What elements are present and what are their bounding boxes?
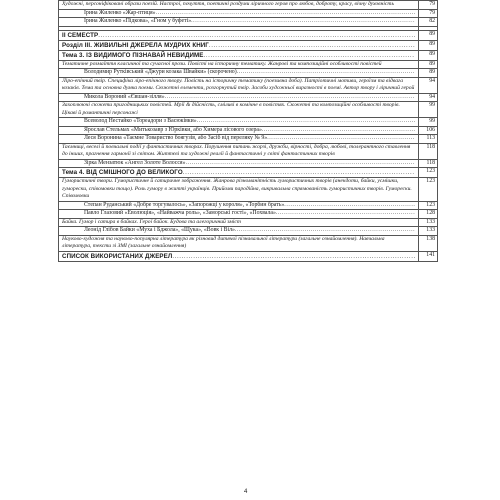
page-ref: 89 — [419, 40, 438, 50]
heading-label: СПИСОК ВИКОРИСТАНИХ ДЖЕРЕЛ — [62, 252, 173, 260]
section-description: Ліро-епічний твір. Специфіка ліро-епічного твору. Повість на історичну тематику (поезивна доба). Патріотичні мотиви, героїзм та відвага козаків. Тема та основна думка поеми. Сюжетні елементи, розгорнутий твір. Засоби художньої виразності в поемі. Автор твору і ліричний герой — [62, 77, 415, 92]
page-ref: 123 — [419, 168, 438, 178]
section-description: Тематичне розмаїття класичної та сучасної прози. Повісті на історичну тематику. Жанрові та композиційні особливості повістей — [62, 60, 382, 67]
entry-title: Леся Воронина «Таємне Товариство боягузів, або Засіб від переляку № 9» — [84, 135, 268, 142]
section-description: Захоплюючі сюжети пригодницьких повістей. Мрії & дійсність, сміливі в комічне в повістях. Сюжетні та композиційні особливості творів. Цікаві й романтичні персонажі — [62, 102, 400, 116]
entry-title: Всеволод Нестайко «Тореадори з Васюківки» — [84, 118, 197, 125]
section-description: Таємниці, веселі й повчальні події у фантастичних творах. Порушення питань жорзі, дружби, вірності, добра, любові, толерантного ставлення до інших, прагнення гармонії зі світом. Життєві та художні реалії й фантастичні у світі фантастичних творів — [62, 143, 411, 158]
leader-dots — [156, 10, 415, 18]
page-ref: 99 — [419, 102, 438, 118]
leader-dots — [262, 127, 415, 135]
section-description: Байка. Гумор і сатира в байках. Герої байок. Будова та алегоричний зміст — [62, 218, 241, 225]
leader-dots — [237, 69, 415, 77]
table-of-contents — [58, 0, 438, 262]
entry-title: Зірка Мензатюк «Ангел Золоте Волосся» — [84, 159, 186, 166]
contents-row — [59, 251, 438, 261]
entry-title: Ірина Жиленко «Підкова», «Гном у буфеті» — [84, 18, 192, 25]
work-entry[interactable] — [62, 227, 415, 235]
contents-row — [59, 227, 438, 236]
contents-row — [59, 168, 438, 178]
contents-row — [59, 118, 438, 127]
page-ref: 89 — [419, 30, 438, 40]
page-ref: 89 — [419, 50, 438, 60]
contents-row — [59, 69, 438, 78]
section-heading[interactable] — [62, 31, 415, 40]
page-ref: 138 — [419, 235, 438, 251]
heading-label: Тема 4. ВІД СМІШНОГО ДО ВЕЛИКОГО — [62, 169, 183, 177]
page-ref: 128 — [419, 210, 438, 219]
leader-dots — [98, 31, 415, 40]
work-entry[interactable] — [62, 18, 415, 26]
page-ref: 123 — [419, 178, 438, 201]
heading-label: Розділ III. ЖИВИЛЬНІ ДЖЕРЕЛА МУДРИХ КНИГ — [62, 41, 209, 49]
leader-dots — [267, 135, 415, 143]
section-description: Гумористичні твори. Гумористичне й сатиричне зображення. Жанрова різноманітність гумористичних творів (анекдоти, байки, усмішки, гуморески, співомовки тощо). Роль гумору в житті українців. Прийоми пародійна, викривальна спрямованість гумористичних творів. Гуморески. Співомовки — [62, 178, 412, 200]
work-entry[interactable] — [62, 94, 415, 102]
contents-row — [59, 93, 438, 102]
entry-title: Микола Вороний «Євшан-зілля» — [84, 93, 165, 100]
contents-row — [59, 218, 438, 227]
entry-title: Степан Руданський «Добре торгувалось», «Запорожці у короля», «Торбин брать» — [84, 201, 285, 208]
section-description: Художні, персоніфіковані образи поезій. Настрої, почуття, поетичні роздуми ліричного героя про любов, доброту, красу, вічну духовність — [62, 1, 394, 7]
page-ref: 79 — [419, 1, 438, 10]
contents-row — [59, 159, 438, 168]
contents-row — [59, 178, 438, 201]
entry-title: Володимир Рутківський «Джури козака Швайки» (скорочено) — [84, 69, 237, 76]
page-ref: 141 — [419, 251, 438, 261]
page-ref: 133 — [419, 227, 438, 236]
work-entry[interactable] — [62, 160, 415, 168]
work-entry[interactable] — [62, 202, 415, 210]
page-ref: 89 — [419, 69, 438, 78]
contents-row — [59, 77, 438, 93]
page-ref: 118 — [419, 143, 438, 159]
contents-row — [59, 210, 438, 219]
section-description: Науково-художня та науково-популярна література як різновид дитячої пізнавальної літератури (загальне ознайомлення). Навчальна література, тексти зі ЗМІ (загальне ознайомлення) — [62, 235, 385, 250]
contents-row — [59, 235, 438, 251]
leader-dots — [209, 41, 415, 50]
section-heading[interactable] — [62, 41, 415, 50]
contents-row — [59, 143, 438, 159]
contents-row — [59, 40, 438, 50]
work-entry[interactable] — [62, 10, 415, 18]
contents-row — [59, 126, 438, 135]
page-ref: 99 — [419, 118, 438, 127]
work-entry[interactable] — [62, 127, 415, 135]
heading-label: Тема 3. ІЗ ВИДИМОГО ПІЗНАВАЙ НЕВИДИМЕ — [62, 51, 204, 59]
contents-row — [59, 18, 438, 27]
page-ref: 94 — [419, 77, 438, 93]
page-ref: 82 — [419, 18, 438, 27]
contents-row — [59, 135, 438, 144]
page-ref: 106 — [419, 126, 438, 135]
page-ref: 113 — [419, 135, 438, 144]
entry-title: Ірина Жиленко «Жар-птиця» — [84, 9, 156, 16]
page-ref: 79 — [419, 9, 438, 18]
leader-dots — [186, 160, 416, 168]
page-ref: 118 — [419, 159, 438, 168]
page-ref: 94 — [419, 93, 438, 102]
leader-dots — [235, 227, 415, 235]
leader-dots — [276, 210, 415, 218]
contents-table — [58, 0, 438, 262]
entry-title: Ярослав Стельмах «Митькозавр з Юрківки, або Химера лісового озера» — [84, 126, 262, 133]
contents-row — [59, 9, 438, 18]
contents-row — [59, 102, 438, 118]
page-ref: 133 — [419, 218, 438, 227]
leader-dots — [183, 168, 415, 177]
section-heading[interactable] — [62, 51, 415, 60]
leader-dots — [165, 94, 415, 102]
section-heading[interactable] — [62, 252, 415, 261]
section-heading[interactable] — [62, 168, 415, 177]
work-entry[interactable] — [62, 69, 415, 77]
leader-dots — [204, 51, 416, 60]
page-number: 4 — [244, 489, 248, 495]
work-entry[interactable] — [62, 118, 415, 126]
contents-row — [59, 30, 438, 40]
entry-title: Павло Глазовий «Еволюція», «Найважча роль», «Заморські гості», «Похвала» — [84, 210, 276, 217]
contents-row — [59, 1, 438, 10]
heading-label: II СЕМЕСТР — [62, 31, 99, 39]
page-ref: 123 — [419, 201, 438, 210]
contents-row — [59, 60, 438, 69]
leader-dots — [197, 118, 415, 126]
contents-row — [59, 201, 438, 210]
page-ref: 89 — [419, 60, 438, 69]
entry-title: Леонід Глібов Байки «Муха і Бджола», «Щука», «Вовк і Віл» — [84, 227, 235, 234]
work-entry[interactable] — [62, 135, 415, 143]
work-entry[interactable] — [62, 210, 415, 218]
leader-dots — [172, 252, 415, 261]
contents-row — [59, 50, 438, 60]
leader-dots — [284, 202, 415, 210]
leader-dots — [191, 18, 415, 26]
